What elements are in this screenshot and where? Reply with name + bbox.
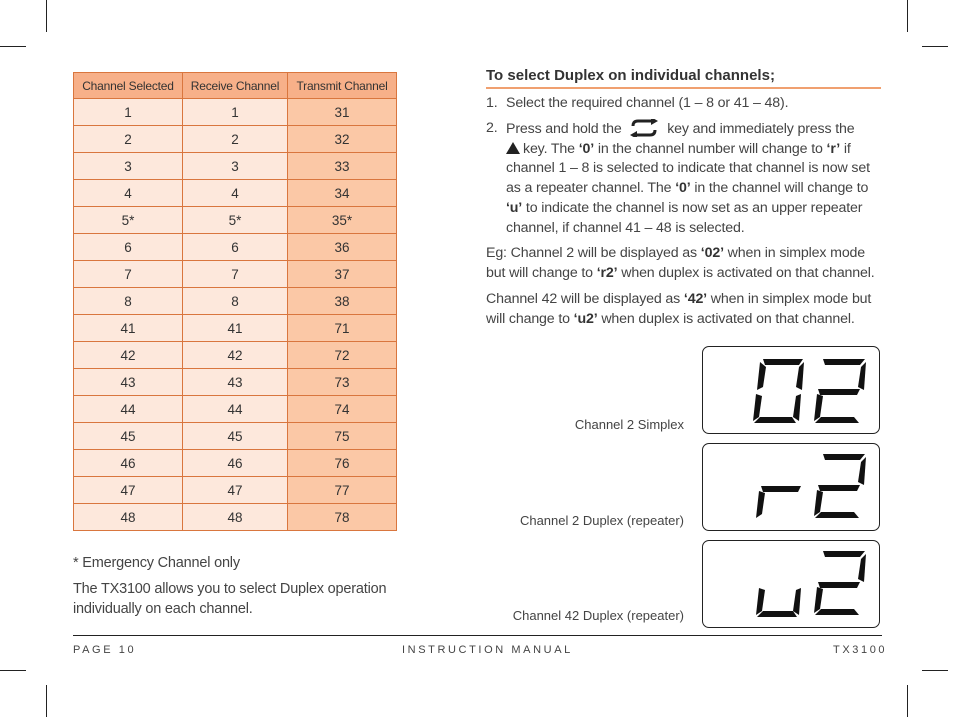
header-receive-channel: Receive Channel	[183, 73, 288, 99]
lcd-readout-02	[703, 347, 879, 433]
step-text: key. The	[523, 140, 575, 157]
cell-receive-channel: 6	[183, 234, 288, 261]
cell-channel-selected: 42	[74, 342, 183, 369]
duplex-intro: The TX3100 allows you to select Duplex operation individually on each channel.	[73, 581, 387, 617]
channel-table	[73, 72, 397, 531]
crop-mark	[907, 685, 908, 717]
display-caption-ch42-repeater: Channel 42 Duplex (repeater)	[512, 608, 684, 623]
cell-receive-channel: 41	[183, 315, 288, 342]
cell-channel-selected: 43	[74, 369, 183, 396]
table-row	[74, 423, 397, 450]
emergency-note: * Emergency Channel only	[73, 555, 240, 571]
cell-receive-channel: 4	[183, 180, 288, 207]
cell-channel-selected: 1	[74, 99, 183, 126]
cell-transmit-channel: 72	[288, 342, 397, 369]
cell-receive-channel: 3	[183, 153, 288, 180]
crop-mark	[46, 685, 47, 717]
para-text: Channel 42 will be displayed as	[486, 291, 681, 307]
cell-channel-selected: 3	[74, 153, 183, 180]
table-row	[74, 450, 397, 477]
emphasis: ‘u’	[506, 199, 523, 216]
emphasis: ‘r2’	[596, 264, 618, 281]
cell-receive-channel: 42	[183, 342, 288, 369]
cell-transmit-channel: 33	[288, 153, 397, 180]
cell-channel-selected: 7	[74, 261, 183, 288]
cell-receive-channel: 1	[183, 99, 288, 126]
display-caption-repeater: Channel 2 Duplex (repeater)	[519, 513, 684, 528]
step-number: 2.	[486, 119, 498, 136]
crop-mark	[922, 46, 948, 47]
para-text: when in simplex mode but will change to	[486, 291, 872, 327]
cell-channel-selected: 8	[74, 288, 183, 315]
emphasis: ‘02’	[700, 245, 724, 261]
crop-mark	[907, 0, 908, 32]
cell-transmit-channel: 71	[288, 315, 397, 342]
step-text: Press and hold the	[506, 120, 622, 137]
step-text: key and immediately press the	[667, 120, 855, 137]
table-row	[74, 234, 397, 261]
footer-title: INSTRUCTION MANUAL	[402, 644, 573, 656]
cell-channel-selected: 45	[74, 423, 183, 450]
para-text: when duplex is activated on that channel.	[621, 264, 875, 281]
cell-transmit-channel: 76	[288, 450, 397, 477]
table-row	[74, 369, 397, 396]
cell-transmit-channel: 77	[288, 477, 397, 504]
cell-channel-selected: 5*	[74, 207, 183, 234]
emphasis: ‘0’	[675, 180, 691, 197]
cell-receive-channel: 7	[183, 261, 288, 288]
cell-channel-selected: 41	[74, 315, 183, 342]
table-row	[74, 261, 397, 288]
para-text: when in simplex mode but will change to	[486, 245, 866, 281]
cell-receive-channel: 47	[183, 477, 288, 504]
table-row	[74, 315, 397, 342]
header-transmit-channel: Transmit Channel	[288, 73, 397, 99]
table-row	[74, 207, 397, 234]
header-channel-selected: Channel Selected	[74, 73, 183, 99]
table-row	[74, 342, 397, 369]
cell-channel-selected: 47	[74, 477, 183, 504]
footer-rule	[73, 635, 882, 636]
cell-receive-channel: 43	[183, 369, 288, 396]
cell-transmit-channel: 36	[288, 234, 397, 261]
cell-receive-channel: 2	[183, 126, 288, 153]
para-text: Eg: Channel 2 will be displayed as	[486, 245, 697, 261]
table-row	[74, 396, 397, 423]
emphasis: ‘0’	[578, 140, 595, 157]
step-2	[486, 119, 881, 239]
step-text: Select the required channel (1 – 8 or 41 – 48).	[506, 95, 789, 111]
lcd-display-u2	[702, 540, 880, 628]
table-row	[74, 99, 397, 126]
cell-receive-channel: 46	[183, 450, 288, 477]
footer-model: TX3100	[833, 644, 888, 656]
step-text: in the channel number will change to	[597, 140, 823, 157]
cell-transmit-channel: 73	[288, 369, 397, 396]
cell-channel-selected: 46	[74, 450, 183, 477]
crop-mark	[0, 46, 26, 47]
table-row	[74, 153, 397, 180]
cell-receive-channel: 5*	[183, 207, 288, 234]
up-arrow-key-icon	[506, 142, 520, 154]
example-paragraph	[486, 244, 886, 284]
cell-transmit-channel: 74	[288, 396, 397, 423]
table-body	[74, 99, 397, 531]
cell-channel-selected: 48	[74, 504, 183, 531]
cell-transmit-channel: 78	[288, 504, 397, 531]
lcd-readout-r2	[703, 444, 879, 530]
crop-mark	[0, 670, 26, 671]
cell-receive-channel: 8	[183, 288, 288, 315]
step-text: to indicate the channel is now set as an upper repeater channel, if channel 41 – 48 is selected.	[506, 199, 863, 236]
lcd-display-r2	[702, 443, 880, 531]
crop-mark	[46, 0, 47, 32]
cell-transmit-channel: 38	[288, 288, 397, 315]
lcd-readout-u2	[703, 541, 879, 627]
display-caption-simplex: Channel 2 Simplex	[574, 417, 684, 432]
cell-receive-channel: 48	[183, 504, 288, 531]
cell-transmit-channel: 75	[288, 423, 397, 450]
crop-mark	[922, 670, 948, 671]
table-row	[74, 504, 397, 531]
table-row	[74, 126, 397, 153]
emphasis: ‘r’	[826, 140, 841, 157]
cell-channel-selected: 4	[74, 180, 183, 207]
steps-list	[486, 94, 881, 244]
table-row	[74, 288, 397, 315]
cell-receive-channel: 45	[183, 423, 288, 450]
step-number: 1.	[486, 95, 498, 111]
footer-page-number: PAGE 10	[73, 644, 137, 656]
channel42-paragraph	[486, 290, 886, 330]
cell-channel-selected: 6	[74, 234, 183, 261]
step-1	[486, 94, 881, 114]
emphasis: ‘42’	[683, 291, 707, 307]
duplex-key-icon	[627, 119, 661, 137]
table-header-row	[74, 73, 397, 99]
cell-transmit-channel: 31	[288, 99, 397, 126]
step-text: if channel 1 – 8 is selected to indicate that channel is now set as a repeater channel. The	[506, 140, 870, 197]
table-row	[74, 477, 397, 504]
emphasis: ‘u2’	[573, 310, 598, 327]
step-text: in the channel will change to	[694, 180, 869, 197]
table-row	[74, 180, 397, 207]
cell-transmit-channel: 32	[288, 126, 397, 153]
lcd-display-02	[702, 346, 880, 434]
cell-transmit-channel: 35*	[288, 207, 397, 234]
cell-transmit-channel: 34	[288, 180, 397, 207]
cell-receive-channel: 44	[183, 396, 288, 423]
cell-channel-selected: 44	[74, 396, 183, 423]
cell-channel-selected: 2	[74, 126, 183, 153]
section-heading: To select Duplex on individual channels;	[486, 67, 881, 89]
para-text: when duplex is activated on that channel.	[601, 310, 855, 327]
cell-transmit-channel: 37	[288, 261, 397, 288]
